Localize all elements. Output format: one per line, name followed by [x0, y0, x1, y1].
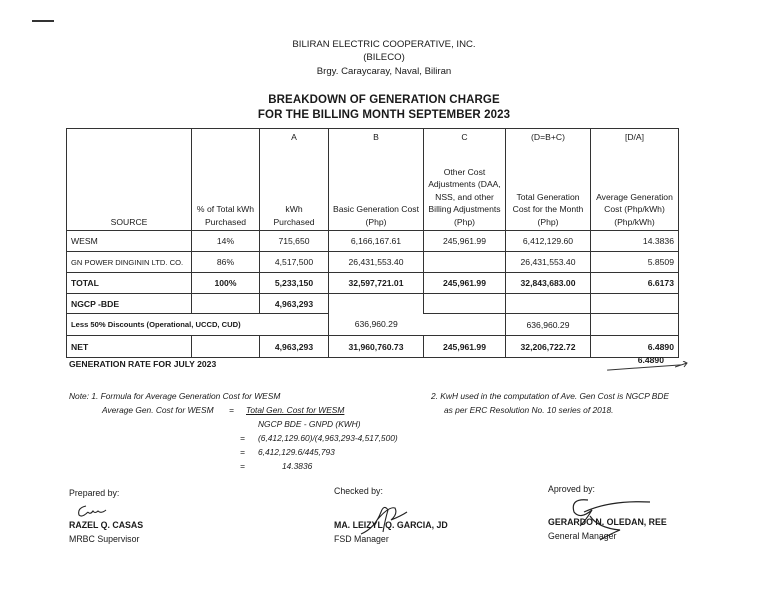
wesm-percent: 14%	[192, 231, 260, 252]
doc-title: BREAKDOWN OF GENERATION CHARGE	[268, 94, 500, 106]
header-percent	[192, 129, 260, 231]
net-total: 32,206,722.72	[506, 336, 591, 358]
net-kwh: 4,963,293	[260, 336, 329, 358]
header-kwh	[260, 129, 329, 231]
note2-line1: 2. KwH used in the computation of Ave. Gen Cost is NGCP BDE	[431, 391, 670, 401]
total-basic: 32,597,721.01	[329, 273, 424, 294]
ngcp-other	[424, 294, 506, 314]
less-label: Less 50% Discounts (Operational, UCCD, CUD)	[67, 314, 329, 336]
note1-result: 14.3836	[282, 461, 313, 471]
net-source: NET	[67, 336, 192, 358]
total-other: 245,961.99	[424, 273, 506, 294]
gn-average: 5.8509	[591, 252, 679, 273]
ngcp-kwh: 4,963,293	[260, 294, 329, 314]
org-address: Brgy. Caraycaray, Naval, Biliran	[316, 66, 452, 77]
total-average: 6.6173	[591, 273, 679, 294]
ngcp-percent	[192, 294, 260, 314]
prepared-signature	[76, 503, 112, 519]
wesm-other: 245,961.99	[424, 231, 506, 252]
approved-label: Aproved by:	[548, 484, 595, 494]
header-average-cost-label: Average Generation Cost (Php/kWh) (Php/kWh)	[596, 191, 673, 227]
checked-name: MA. LEIZYL Q. GARCIA, JD	[334, 520, 448, 530]
note1-step2: 6,412,129.6/445,793	[258, 447, 335, 457]
net-percent	[192, 336, 260, 358]
table-row-wesm	[67, 231, 679, 252]
wesm-source: WESM	[67, 231, 192, 252]
corner-mark	[32, 20, 54, 22]
note1-eq-2: =	[240, 433, 245, 443]
note1-step1: (6,412,129.60)/(4,963,293-4,517,500)	[258, 433, 398, 443]
col-letter-c: C	[461, 132, 468, 142]
header-total-cost-label: Total Generation Cost for the Month (Php)	[512, 191, 584, 227]
less-other	[424, 314, 506, 336]
gn-other	[424, 252, 506, 273]
table-row-net	[67, 336, 679, 358]
header-percent-label: % of Total kWh Purchased	[196, 204, 255, 227]
prepared-label: Prepared by:	[69, 488, 120, 498]
col-letter-b: B	[373, 132, 379, 142]
ngcp-basic	[329, 294, 424, 314]
table-row-ngcp	[67, 294, 679, 314]
net-basic: 31,960,760.73	[329, 336, 424, 358]
total-kwh: 5,233,150	[260, 273, 329, 294]
gn-source: GN POWER DINGININ LTD. CO.	[67, 252, 192, 273]
gn-percent: 86%	[192, 252, 260, 273]
arrow-mark-icon	[675, 361, 689, 371]
wesm-average: 14.3836	[591, 231, 679, 252]
approved-name: GERARDO N. OLEDAN, REE	[548, 517, 667, 527]
header-other-cost-label: Other Cost Adjustments (DAA, NSS, and other Billing Adjustments (Php)	[428, 166, 501, 227]
note1-eq-4: =	[240, 461, 245, 471]
prepared-name: RAZEL Q. CASAS	[69, 520, 144, 530]
org-abbr: (BILECO)	[363, 52, 405, 63]
table-row-less	[67, 314, 679, 336]
wesm-kwh: 715,650	[260, 231, 329, 252]
note1-formula-label: Average Gen. Cost for WESM	[102, 405, 214, 415]
header-other-cost	[424, 129, 506, 231]
ngcp-average	[591, 294, 679, 314]
col-letter-da: [D/A]	[624, 132, 645, 142]
less-average	[591, 314, 679, 336]
gn-basic: 26,431,553.40	[329, 252, 424, 273]
checked-title: FSD Manager	[334, 534, 389, 544]
total-total: 32,843,683.00	[506, 273, 591, 294]
table-row-total	[67, 273, 679, 294]
ngcp-total	[506, 294, 591, 314]
less-total: 636,960.29	[506, 314, 591, 336]
ngcp-source: NGCP -BDE	[67, 294, 192, 314]
header-source	[67, 129, 192, 231]
gn-kwh: 4,517,500	[260, 252, 329, 273]
generation-rate-label: GENERATION RATE FOR JULY 2023	[69, 359, 217, 369]
less-basic: 636,960.29	[329, 314, 424, 336]
total-percent: 100%	[192, 273, 260, 294]
table-header-row	[67, 129, 679, 231]
note1-title: Note: 1. Formula for Average Generation Cost for WESM	[69, 391, 281, 401]
table-row-gn	[67, 252, 679, 273]
header-average-cost	[591, 129, 679, 231]
wesm-basic: 6,166,167.61	[329, 231, 424, 252]
note1-denominator: NGCP BDE - GNPD (KWH)	[258, 419, 361, 429]
header-source-label: SOURCE	[110, 216, 148, 227]
header-basic-cost-label: Basic Generation Cost (Php)	[333, 204, 419, 227]
note1-eq-3: =	[240, 447, 245, 457]
gn-total: 26,431,553.40	[506, 252, 591, 273]
doc-subtitle: FOR THE BILLING MONTH SEPTEMBER 2023	[257, 109, 511, 121]
approved-title: General Manager	[548, 531, 617, 541]
rate-underline	[607, 364, 681, 370]
header-kwh-label: kWh Purchased	[273, 204, 315, 227]
org-name: BILIRAN ELECTRIC COOPERATIVE, INC.	[292, 39, 476, 50]
header-total-cost	[506, 129, 591, 231]
col-letter-a: A	[291, 132, 297, 142]
prepared-title: MRBC Supervisor	[69, 534, 140, 544]
note1-eq-1: =	[229, 405, 234, 415]
net-average: 6.4890	[591, 336, 679, 358]
note2-line2: as per ERC Resolution No. 10 series of 2018.	[444, 405, 614, 415]
checked-label: Checked by:	[334, 486, 383, 496]
header-basic-cost	[329, 129, 424, 231]
note1-numerator: Total Gen. Cost for WESM	[246, 405, 345, 415]
net-other: 245,961.99	[424, 336, 506, 358]
generation-charge-table	[66, 128, 679, 358]
total-source: TOTAL	[67, 273, 192, 294]
col-letter-d: (D=B+C)	[531, 132, 565, 142]
wesm-total: 6,412,129.60	[506, 231, 591, 252]
generation-rate-value: 6.4890	[637, 355, 664, 365]
